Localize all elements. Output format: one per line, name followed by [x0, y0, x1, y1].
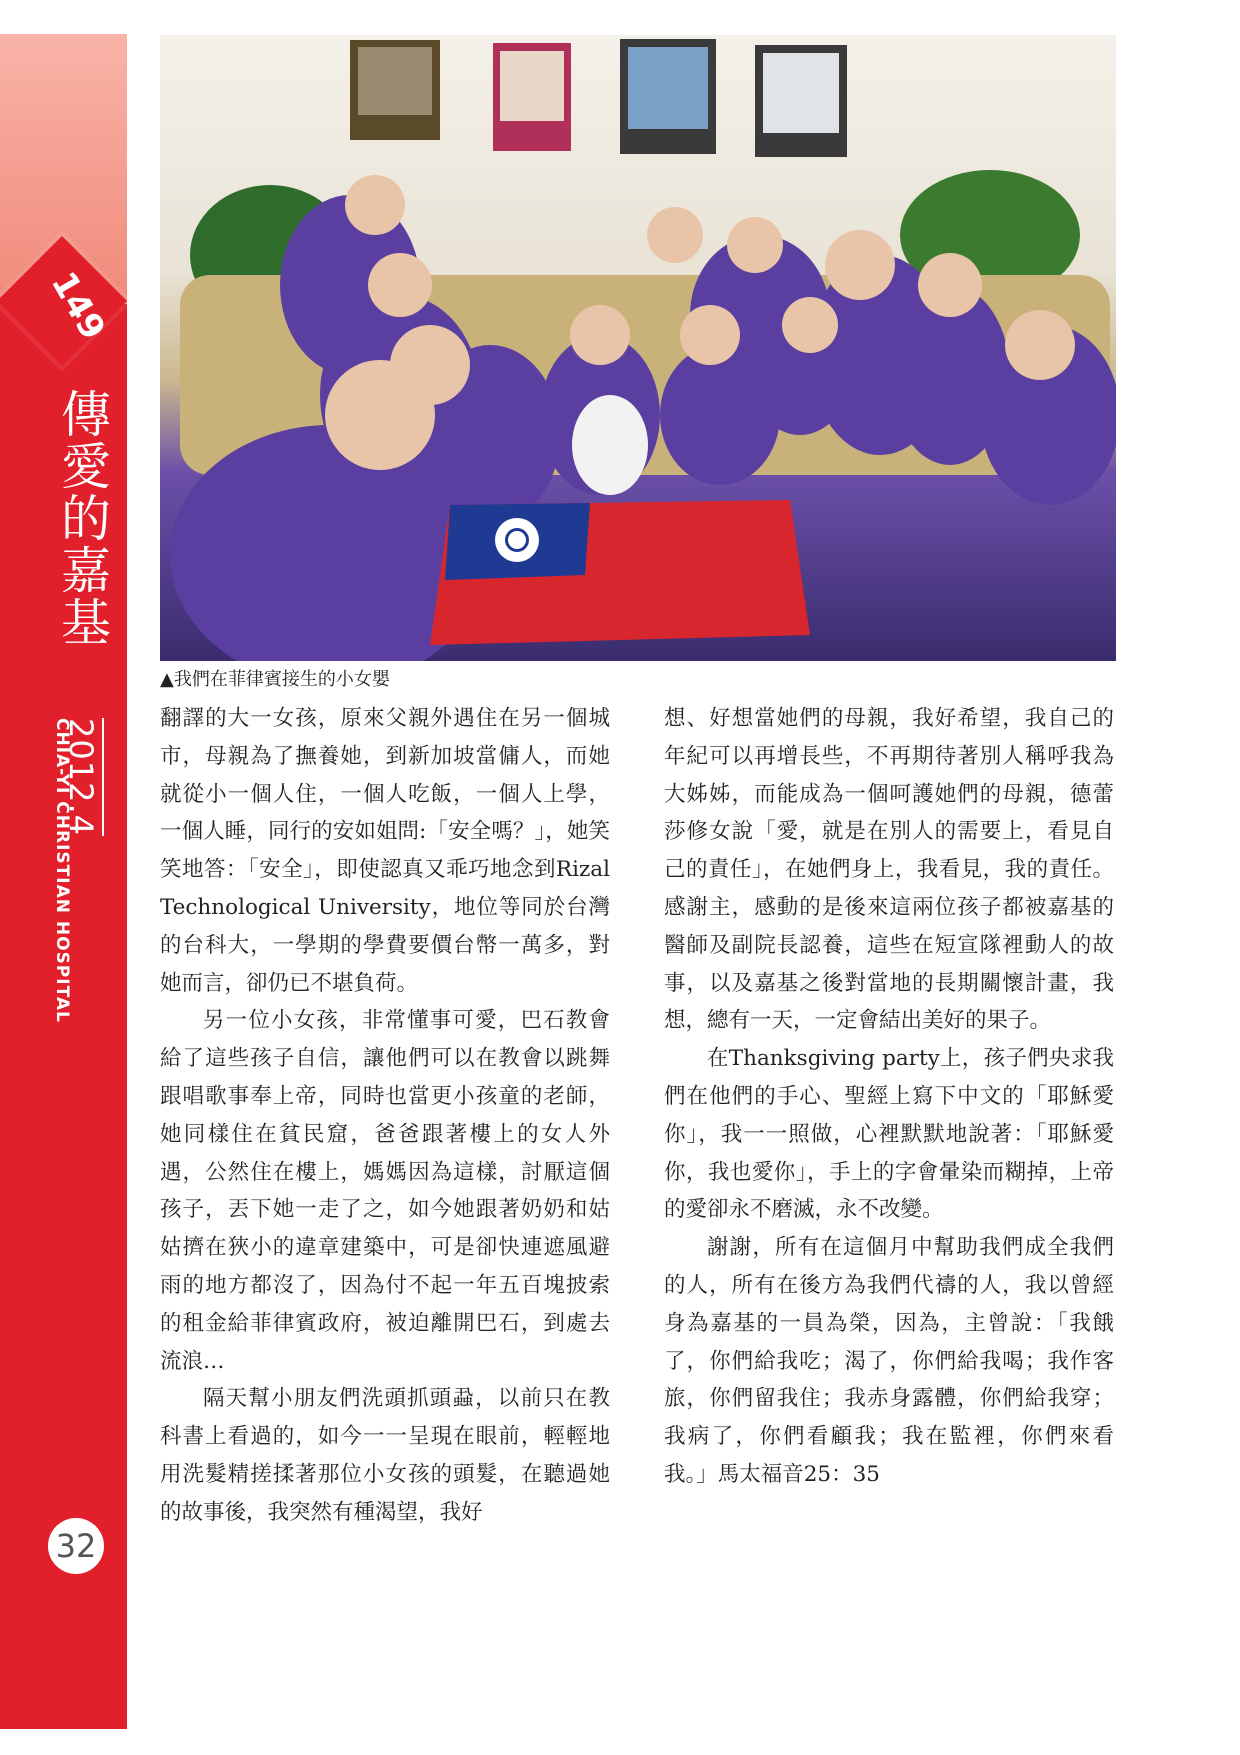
paragraph: 謝謝，所有在這個月中幫助我們成全我們的人，所有在後方為我們代禱的人，我以曾經身為嘉基的一員為榮，因為，主曾說：「我餓了，你們給我吃；渴了，你們給我喝；我作客旅，你們留我住；我赤身露體，你們給我穿；我病了，你們看顧我；我在監裡，你們來看我。」馬太福音25：35 — [664, 1235, 1114, 1487]
paragraph: 隔天幫小朋友們洗頭抓頭蝨，以前只在教科書上看過的，如今一一呈現在眼前，輕輕地用洗髮精搓揉著那位小女孩的頭髮，在聽過她的故事後，我突然有種渴望，我好 — [160, 1386, 610, 1525]
wall-portraits — [350, 39, 847, 157]
hospital-name: CHIA-YI CHRISTIAN HOSPITAL — [52, 718, 72, 1023]
publication-title: 傳愛的嘉基 — [53, 388, 111, 648]
article-left-column — [160, 700, 610, 1532]
paragraph: 另一位小女孩，非常懂事可愛，巴石教會給了這些孩子自信，讓他們可以在教會以跳舞跟唱歌事奉上帝，同時也當更小孩童的老師，她同樣住在貧民窟，爸爸跟著樓上的女人外遇，公然住在樓上，媽媽因為這樣，討厭這個孩子，丟下她一走了之，如今她跟著奶奶和姑姑擠在狹小的違章建築中，可是卻快連遮風避雨的地方都沒了，因為付不起一年五百塊披索的租金給菲律賓政府，被迫離開巴石，到處去流浪… — [160, 1008, 610, 1374]
photo-caption: ▲我們在菲律賓接生的小女嬰 — [160, 669, 390, 690]
issue-number: 149 — [42, 265, 114, 347]
issue-date: 2012.4 — [62, 718, 104, 836]
group-photo-illustration — [160, 35, 1116, 661]
flag — [430, 500, 810, 645]
group-photo — [160, 35, 1116, 661]
page-number: 32 — [48, 1518, 104, 1574]
paragraph: 想、好想當她們的母親，我好希望，我自己的年紀可以再增長些，不再期待著別人稱呼我為大姊姊，而能成為一個呵護她們的母親，德蕾莎修女說「愛，就是在別人的需要上，看見自己的責任」，在她們身上，我看見，我的責任。感謝主，感動的是後來這兩位孩子都被嘉基的醫師及副院長認養，這些在短宣隊裡動人的故事，以及嘉基之後對當地的長期關懷計畫，我想，總有一天，一定會結出美好的果子。 — [664, 706, 1114, 1034]
paragraph: 在Thanksgiving party上，孩子們央求我們在他們的手心、聖經上寫下中文的「耶穌愛你」，我一一照做，心裡默默地說著：「耶穌愛你，我也愛你」，手上的字會暈染而糊掉，上帝的愛卻永不磨滅，永不改變。 — [664, 1046, 1114, 1223]
baby — [572, 395, 648, 495]
article-right-column — [664, 700, 1114, 1494]
paragraph: 翻譯的大一女孩，原來父親外遇住在另一個城市，母親為了撫養她，到新加坡當傭人，而她就從小一個人住，一個人吃飯，一個人上學，一個人睡，同行的安如姐問:「安全嗎？」，她笑笑地答：「安全」，即使認真又乖巧地念到Rizal Technological University，地位等同於台灣的台科大，一學期的學費要價台幣一萬多，對她而言，卻仍已不堪負荷。 — [160, 706, 610, 996]
